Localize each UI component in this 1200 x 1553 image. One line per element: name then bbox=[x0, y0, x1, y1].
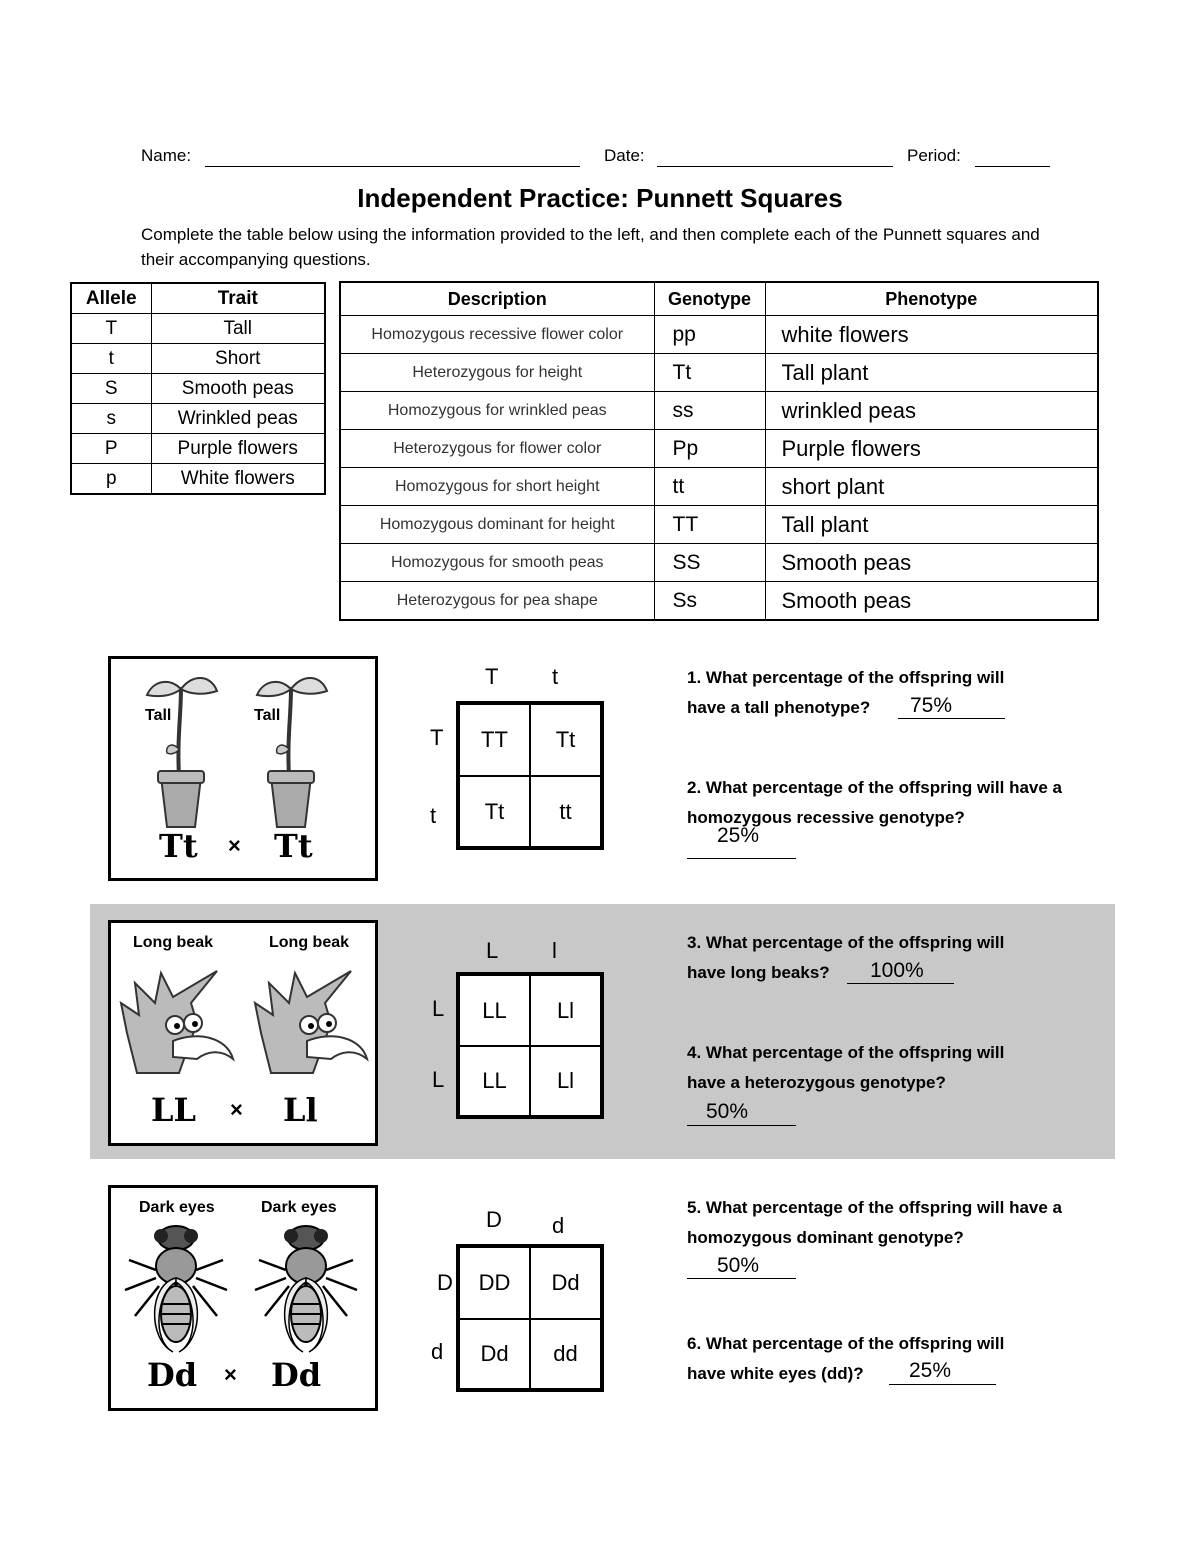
genotype-answer[interactable]: Ss bbox=[654, 582, 765, 621]
date-field[interactable] bbox=[657, 146, 893, 167]
punnett-cell[interactable]: LL bbox=[459, 1046, 530, 1116]
punnett-side-allele: L bbox=[432, 1067, 445, 1092]
answer-6: 25% bbox=[909, 1359, 952, 1382]
fly-icon bbox=[121, 1220, 231, 1360]
punnett-cell[interactable]: LL bbox=[459, 975, 530, 1046]
description-header: Description bbox=[340, 282, 654, 316]
phenotype-answer[interactable]: Smooth peas bbox=[765, 544, 1098, 582]
punnett-side-allele: L bbox=[432, 996, 445, 1021]
question-2: 2. What percentage of the offspring will have a homozygous recessive genotype? bbox=[687, 778, 1063, 827]
period-label: Period: bbox=[907, 146, 961, 165]
question-5: 5. What percentage of the offspring will have a homozygous dominant genotype? bbox=[687, 1198, 1063, 1247]
phenotype-answer[interactable]: Purple flowers bbox=[765, 430, 1098, 468]
trait-cell: Short bbox=[151, 344, 325, 374]
punnett-cell[interactable]: Tt bbox=[530, 704, 601, 776]
question-6: 6. What percentage of the offspring will have white eyes (dd)? bbox=[687, 1334, 1005, 1383]
allele-cell: p bbox=[71, 464, 151, 495]
genotype-answer[interactable]: ss bbox=[654, 392, 765, 430]
trait-header: Trait bbox=[151, 283, 325, 314]
left-parent-genotype: LL bbox=[151, 1091, 196, 1129]
phenotype-answer[interactable]: short plant bbox=[765, 468, 1098, 506]
punnett-square bbox=[456, 972, 604, 1119]
question-3: 3. What percentage of the offspring will have long beaks? bbox=[687, 933, 1005, 982]
question-1: 1. What percentage of the offspring will have a tall phenotype? bbox=[687, 668, 1005, 717]
question-4: 4. What percentage of the offspring will have a heterozygous genotype? bbox=[687, 1043, 1005, 1092]
right-parent-label: Tall bbox=[254, 707, 281, 724]
punnett-cell[interactable]: Tt bbox=[459, 776, 530, 847]
page-title: Independent Practice: Punnett Squares bbox=[357, 183, 843, 213]
description-cell: Heterozygous for flower color bbox=[340, 430, 654, 468]
allele-cell: P bbox=[71, 434, 151, 464]
plant-cross-box bbox=[108, 656, 378, 881]
description-cell: Homozygous dominant for height bbox=[340, 506, 654, 544]
right-parent-label: Long beak bbox=[269, 934, 350, 951]
punnett-side-allele: d bbox=[431, 1339, 444, 1364]
punnett-side-allele: t bbox=[430, 803, 437, 828]
punnett-cell[interactable]: dd bbox=[530, 1319, 601, 1389]
right-parent-genotype: Tt bbox=[274, 827, 313, 865]
allele-table bbox=[70, 282, 326, 495]
description-cell: Homozygous recessive flower color bbox=[340, 316, 654, 354]
fly-icon bbox=[251, 1220, 361, 1360]
punnett-top-allele: t bbox=[552, 664, 559, 689]
left-parent-label: Dark eyes bbox=[139, 1199, 215, 1216]
left-parent-label: Long beak bbox=[133, 934, 214, 951]
left-parent-label: Tall bbox=[145, 707, 172, 724]
genotype-answer[interactable]: TT bbox=[654, 506, 765, 544]
bird-icon bbox=[251, 963, 371, 1088]
allele-header: Allele bbox=[71, 283, 151, 314]
punnett-cell[interactable]: Ll bbox=[530, 975, 601, 1046]
left-parent-genotype: Dd bbox=[147, 1356, 198, 1394]
punnett-cell[interactable]: Dd bbox=[459, 1319, 530, 1389]
punnett-top-allele: L bbox=[486, 938, 499, 963]
answer-2: 25% bbox=[717, 824, 760, 847]
bird-cross-box bbox=[108, 920, 378, 1146]
answer-5: 50% bbox=[717, 1254, 760, 1277]
answer-4: 50% bbox=[706, 1100, 749, 1123]
genotype-header: Genotype bbox=[654, 282, 765, 316]
phenotype-answer[interactable]: Tall plant bbox=[765, 354, 1098, 392]
description-cell: Heterozygous for height bbox=[340, 354, 654, 392]
trait-cell: Wrinkled peas bbox=[151, 404, 325, 434]
phenotype-answer[interactable]: Tall plant bbox=[765, 506, 1098, 544]
right-parent-genotype: Dd bbox=[271, 1356, 322, 1394]
punnett-side-allele: D bbox=[437, 1270, 453, 1295]
description-cell: Homozygous for wrinkled peas bbox=[340, 392, 654, 430]
plant-icon bbox=[251, 667, 331, 835]
description-cell: Heterozygous for pea shape bbox=[340, 582, 654, 621]
punnett-top-allele: T bbox=[485, 664, 499, 689]
right-parent-label: Dark eyes bbox=[261, 1199, 337, 1216]
description-cell: Homozygous for short height bbox=[340, 468, 654, 506]
answer-1: 75% bbox=[910, 694, 953, 717]
allele-cell: S bbox=[71, 374, 151, 404]
trait-cell: Purple flowers bbox=[151, 434, 325, 464]
fly-cross-box bbox=[108, 1185, 378, 1411]
description-cell: Homozygous for smooth peas bbox=[340, 544, 654, 582]
answer-3: 100% bbox=[870, 959, 924, 982]
punnett-square bbox=[456, 701, 604, 850]
date-label: Date: bbox=[604, 146, 645, 165]
cross-symbol: × bbox=[230, 1097, 243, 1122]
genotype-answer[interactable]: pp bbox=[654, 316, 765, 354]
punnett-cell[interactable]: tt bbox=[530, 776, 601, 847]
genotype-answer[interactable]: SS bbox=[654, 544, 765, 582]
punnett-cell[interactable]: Dd bbox=[530, 1247, 601, 1319]
allele-cell: t bbox=[71, 344, 151, 374]
allele-cell: s bbox=[71, 404, 151, 434]
genotype-table bbox=[339, 281, 1099, 621]
genotype-answer[interactable]: tt bbox=[654, 468, 765, 506]
punnett-top-allele: D bbox=[486, 1207, 502, 1232]
name-label: Name: bbox=[141, 146, 192, 165]
bird-icon bbox=[117, 963, 237, 1088]
instructions: Complete the table below using the information provided to the left, and then complete each of the Punnett squares and their accompanying questions. bbox=[141, 225, 1040, 269]
punnett-square bbox=[456, 1244, 604, 1392]
genotype-answer[interactable]: Tt bbox=[654, 354, 765, 392]
punnett-side-allele: T bbox=[430, 725, 444, 750]
punnett-top-allele: d bbox=[552, 1213, 565, 1238]
period-field[interactable] bbox=[975, 146, 1050, 167]
name-field[interactable] bbox=[205, 146, 580, 167]
left-parent-genotype: Tt bbox=[159, 827, 198, 865]
plant-icon bbox=[141, 667, 221, 835]
cross-symbol: × bbox=[228, 833, 241, 858]
genotype-answer[interactable]: Pp bbox=[654, 430, 765, 468]
phenotype-answer[interactable]: wrinkled peas bbox=[765, 392, 1098, 430]
punnett-cell[interactable]: DD bbox=[459, 1247, 530, 1319]
right-parent-genotype: Ll bbox=[283, 1091, 318, 1129]
cross-symbol: × bbox=[224, 1362, 237, 1387]
phenotype-answer[interactable]: white flowers bbox=[765, 316, 1098, 354]
punnett-top-allele: l bbox=[552, 938, 557, 963]
trait-cell: White flowers bbox=[151, 464, 325, 495]
trait-cell: Tall bbox=[151, 314, 325, 344]
phenotype-header: Phenotype bbox=[765, 282, 1098, 316]
punnett-cell[interactable]: TT bbox=[459, 704, 530, 776]
allele-cell: T bbox=[71, 314, 151, 344]
phenotype-answer[interactable]: Smooth peas bbox=[765, 582, 1098, 621]
punnett-cell[interactable]: Ll bbox=[530, 1046, 601, 1116]
trait-cell: Smooth peas bbox=[151, 374, 325, 404]
